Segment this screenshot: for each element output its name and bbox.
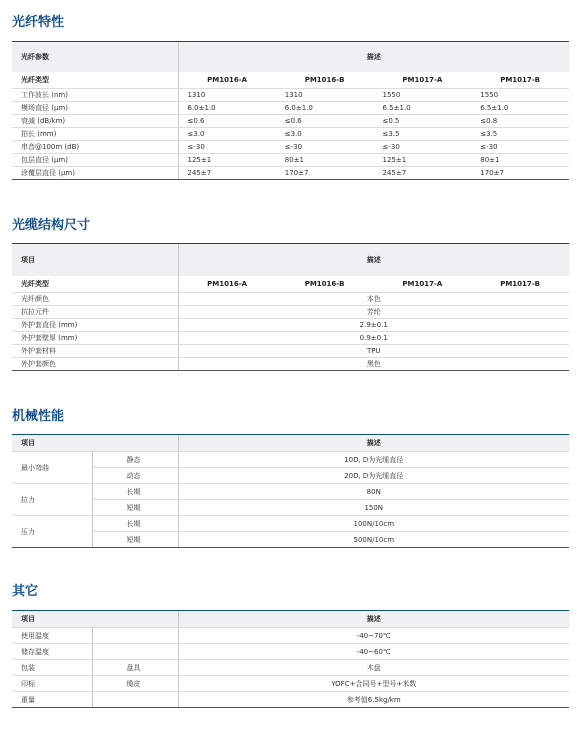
cell-value: 黑色: [178, 358, 569, 371]
table-row: [12, 102, 569, 115]
cell-value: ≤0.8: [471, 115, 569, 128]
sub-label: 动态: [92, 468, 178, 484]
table-row: [12, 167, 569, 180]
table-row: [12, 345, 569, 358]
row-label: 压力: [12, 516, 92, 548]
row-label: 串音@100m (dB): [12, 141, 178, 154]
cell-value: 245±7: [178, 167, 276, 180]
cell-value: 6.5±1.0: [374, 102, 472, 115]
table-row: [12, 358, 569, 371]
fiber-type-row: [12, 276, 569, 293]
cell-value: 80±1: [471, 154, 569, 167]
table-row: [12, 468, 569, 484]
table-row: [12, 484, 569, 500]
cell-value: YOFC+合同号+型号+米数: [178, 676, 569, 692]
cell-value: ≤3.0: [178, 128, 276, 141]
table-row: [12, 306, 569, 319]
table-row: [12, 332, 569, 345]
cell-value: -40~60℃: [178, 644, 569, 660]
table-row: [12, 141, 569, 154]
cell-value: ≤0.6: [276, 115, 374, 128]
cell-value: 木盘: [178, 660, 569, 676]
row-label: 外护套材料: [12, 345, 178, 358]
table-row: [12, 532, 569, 548]
table-row: [12, 628, 569, 644]
table-row: [12, 660, 569, 676]
header-item: 项目: [12, 611, 178, 628]
cell-value: ≤-30: [374, 141, 472, 154]
cell-value: 参考值6.5kg/km: [178, 692, 569, 708]
cell-value: ≤3.5: [374, 128, 472, 141]
cell-value: 1550: [471, 89, 569, 102]
header-desc: 描述: [178, 611, 569, 628]
model-name: PM1017-B: [471, 72, 569, 89]
cell-value: 6.0±1.0: [276, 102, 374, 115]
row-label: 包装: [12, 660, 92, 676]
sub-label: [92, 692, 178, 708]
table-header: [12, 435, 569, 452]
row-label: 抗拉元件: [12, 306, 178, 319]
section-title-fiber: 光纤特性: [12, 15, 65, 30]
header-item: 项目: [12, 244, 178, 276]
row-label: 衰减 (dB/km): [12, 115, 178, 128]
model-name: PM1016-A: [178, 276, 276, 293]
section-title-cable: 光缆结构尺寸: [12, 218, 91, 233]
cable-structure-table: [12, 243, 569, 371]
table-row: [12, 516, 569, 532]
row-label: 外护套直径 (mm): [12, 319, 178, 332]
cell-value: 本色: [178, 293, 569, 306]
table-header: [12, 244, 569, 276]
table-row: [12, 500, 569, 516]
table-header: [12, 42, 569, 72]
cell-value: 6.5±1.0: [471, 102, 569, 115]
cell-value: 80N: [178, 484, 569, 500]
row-label: 储存温度: [12, 644, 92, 660]
row-label: 外护套壁厚 (mm): [12, 332, 178, 345]
model-name: PM1016-B: [276, 276, 374, 293]
model-name: PM1016-B: [276, 72, 374, 89]
row-label: 拉力: [12, 484, 92, 516]
row-label: 模场直径 (μm): [12, 102, 178, 115]
model-name: PM1016-A: [178, 72, 276, 89]
table-row: [12, 319, 569, 332]
sub-label: 静态: [92, 452, 178, 468]
header-desc: 描述: [178, 435, 569, 452]
table-row: [12, 154, 569, 167]
cell-value: 150N: [178, 500, 569, 516]
model-name: PM1017-A: [374, 276, 472, 293]
fiber-properties-table: [12, 41, 569, 180]
row-label: 光纤颜色: [12, 293, 178, 306]
table-row: [12, 644, 569, 660]
cell-value: TPU: [178, 345, 569, 358]
cell-value: ≤-30: [178, 141, 276, 154]
sub-label: 短期: [92, 532, 178, 548]
row-label: 工作波长 (nm): [12, 89, 178, 102]
sub-label: [92, 628, 178, 644]
row-label: 重量: [12, 692, 92, 708]
header-desc: 描述: [178, 42, 569, 72]
table-row: [12, 293, 569, 306]
cell-value: 170±7: [276, 167, 374, 180]
cell-value: 500N/10cm: [178, 532, 569, 548]
cell-value: 125±1: [178, 154, 276, 167]
fiber-type-label: 光纤类型: [12, 276, 178, 293]
sub-label: 短期: [92, 500, 178, 516]
table-row: [12, 452, 569, 468]
cell-value: 0.9±0.1: [178, 332, 569, 345]
cell-value: 2.9±0.1: [178, 319, 569, 332]
cell-value: -40~70℃: [178, 628, 569, 644]
row-label: 印标: [12, 676, 92, 692]
header-item: 项目: [12, 435, 178, 452]
cell-value: ≤0.5: [374, 115, 472, 128]
cell-value: 20D, D为光缆直径: [178, 468, 569, 484]
row-label: 涂覆层直径 (μm): [12, 167, 178, 180]
cell-value: 1550: [374, 89, 472, 102]
cell-value: 80±1: [276, 154, 374, 167]
cell-value: 6.0±1.0: [178, 102, 276, 115]
cell-value: 1310: [276, 89, 374, 102]
cell-value: ≤-30: [471, 141, 569, 154]
section-title-other: 其它: [12, 584, 39, 599]
cell-value: ≤3.5: [471, 128, 569, 141]
cell-value: 1310: [178, 89, 276, 102]
section-title-mechanical: 机械性能: [12, 409, 65, 424]
row-label: 包层直径 (μm): [12, 154, 178, 167]
sub-label: 盘具: [92, 660, 178, 676]
cell-value: 170±7: [471, 167, 569, 180]
table-row: [12, 692, 569, 708]
sub-label: [92, 644, 178, 660]
cell-value: 125±1: [374, 154, 472, 167]
row-label: 最小弯曲: [12, 452, 92, 484]
cell-value: 芳纶: [178, 306, 569, 319]
header-desc: 描述: [178, 244, 569, 276]
other-table: [12, 610, 569, 708]
mechanical-table: [12, 434, 569, 548]
cell-value: 100N/10cm: [178, 516, 569, 532]
table-row: [12, 676, 569, 692]
fiber-type-label: 光纤类型: [12, 72, 178, 89]
cell-value: ≤-30: [276, 141, 374, 154]
table-row: [12, 115, 569, 128]
sub-label: 缆皮: [92, 676, 178, 692]
model-name: PM1017-A: [374, 72, 472, 89]
cell-value: 245±7: [374, 167, 472, 180]
cell-value: ≤3.0: [276, 128, 374, 141]
cell-value: 10D, D为光缆直径: [178, 452, 569, 468]
sub-label: 长期: [92, 484, 178, 500]
table-row: [12, 128, 569, 141]
model-name: PM1017-B: [471, 276, 569, 293]
row-label: 使用温度: [12, 628, 92, 644]
table-row: [12, 89, 569, 102]
row-label: 拍长 (mm): [12, 128, 178, 141]
header-param: 光纤参数: [12, 42, 178, 72]
row-label: 外护套颜色: [12, 358, 178, 371]
cell-value: ≤0.6: [178, 115, 276, 128]
table-header: [12, 611, 569, 628]
fiber-type-row: [12, 72, 569, 89]
sub-label: 长期: [92, 516, 178, 532]
